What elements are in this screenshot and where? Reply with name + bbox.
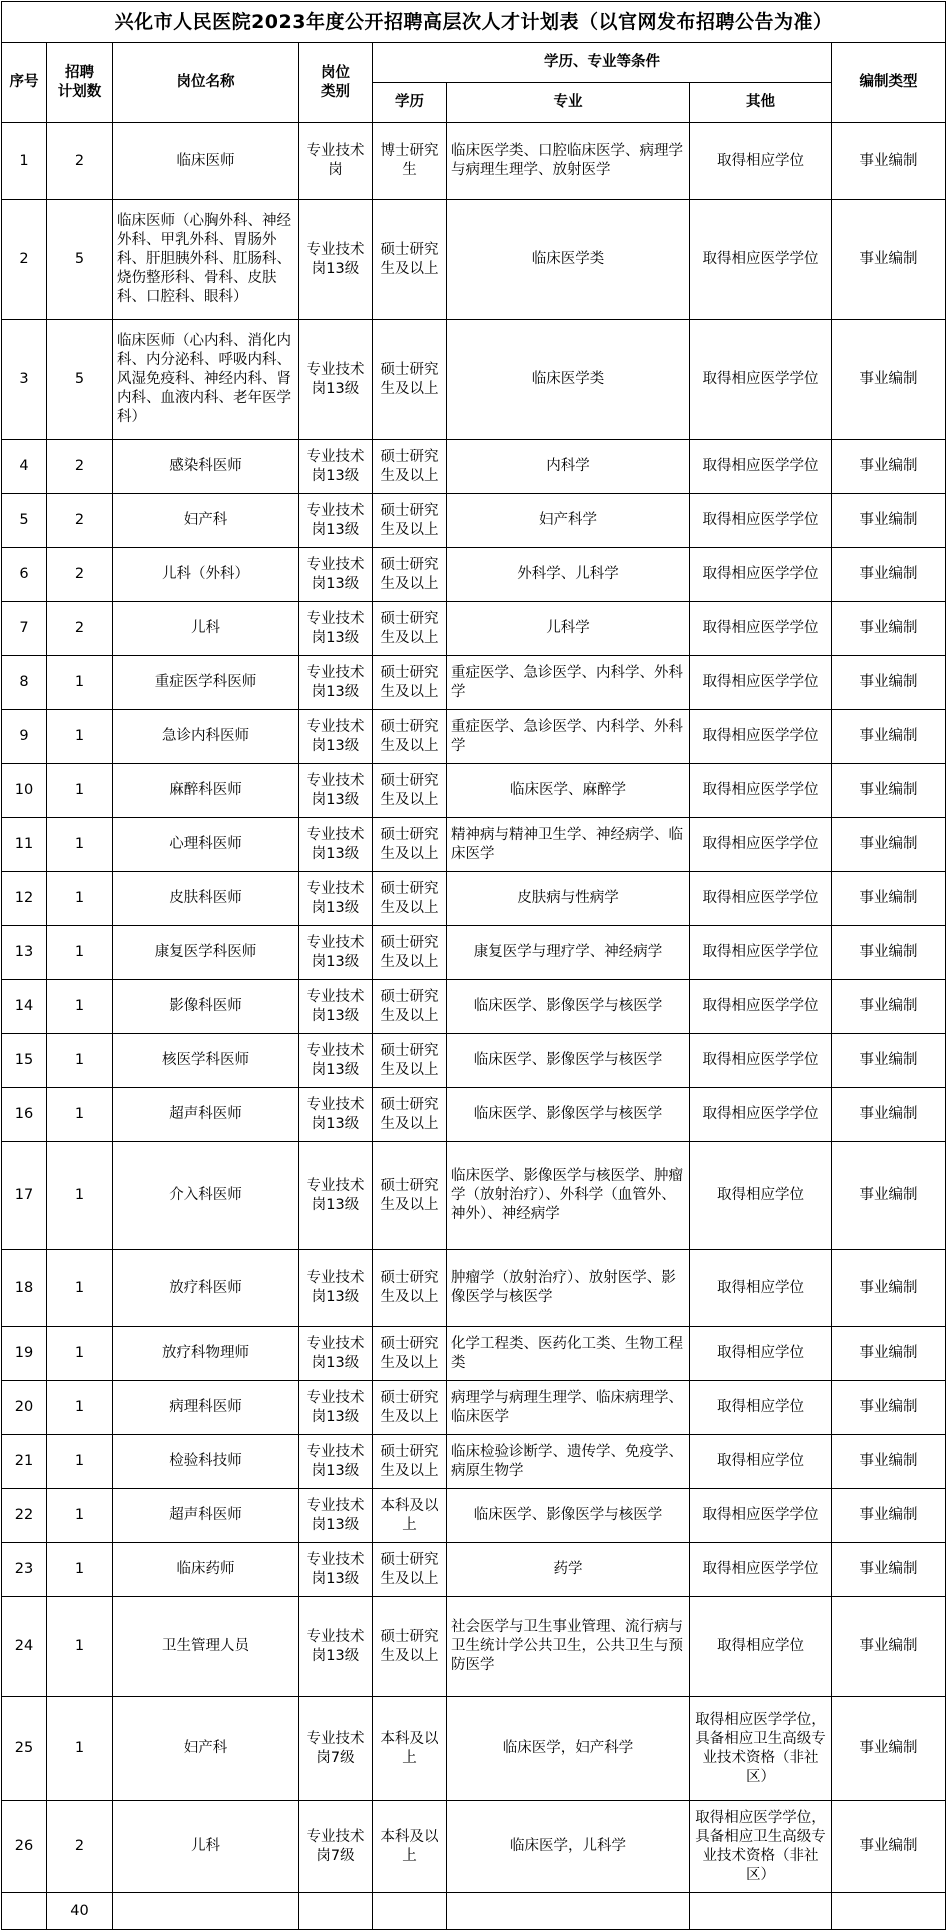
cell-position: 放疗科物理师: [113, 1327, 299, 1381]
table-row: [2, 548, 946, 602]
header-education: 学历: [373, 83, 447, 123]
cell-staffing: 事业编制: [832, 548, 946, 602]
cell-index: 23: [2, 1543, 47, 1597]
table-row: [2, 440, 946, 494]
cell-education: 硕士研究生及以上: [373, 818, 447, 872]
cell-category: 专业技术岗13级: [299, 1142, 373, 1250]
header-major: 专业: [447, 83, 690, 123]
table-row: [2, 1801, 946, 1893]
cell-category: 专业技术岗: [299, 123, 373, 200]
cell-plan: 1: [47, 1597, 113, 1697]
cell-index: 4: [2, 440, 47, 494]
cell-major: 临床医学类、口腔临床医学、病理学与病理生理学、放射医学: [447, 123, 690, 200]
cell-major: 肿瘤学（放射治疗）、放射医学、影像医学与核医学: [447, 1250, 690, 1327]
cell-education: 硕士研究生及以上: [373, 656, 447, 710]
table-row: [2, 1381, 946, 1435]
cell-other: 取得相应医学学位: [690, 656, 832, 710]
cell-education: 硕士研究生及以上: [373, 764, 447, 818]
cell-other: 取得相应医学学位: [690, 1489, 832, 1543]
cell-other: 取得相应医学学位: [690, 872, 832, 926]
cell-staffing: 事业编制: [832, 1697, 946, 1801]
total-row: [2, 1893, 946, 1930]
cell-other: 取得相应学位: [690, 1327, 832, 1381]
cell-other: 取得相应医学学位: [690, 1034, 832, 1088]
header-plan: 招聘 计划数: [47, 43, 113, 123]
cell-plan: 2: [47, 440, 113, 494]
cell-major: 临床医学、影像医学与核医学: [447, 1088, 690, 1142]
cell-category: 专业技术岗13级: [299, 1489, 373, 1543]
cell-major: 儿科学: [447, 602, 690, 656]
table-row: [2, 200, 946, 320]
cell-position: 心理科医师: [113, 818, 299, 872]
cell-index: 19: [2, 1327, 47, 1381]
cell-staffing: 事业编制: [832, 1142, 946, 1250]
header-index: 序号: [2, 43, 47, 123]
cell-major: 临床医学类: [447, 320, 690, 440]
cell-position: 临床医师（心内科、消化内科、内分泌科、呼吸内科、风湿免疫科、神经内科、肾内科、血液内科、老年医学科）: [113, 320, 299, 440]
cell-education: 硕士研究生及以上: [373, 200, 447, 320]
cell-index: 25: [2, 1697, 47, 1801]
cell-education: 硕士研究生及以上: [373, 1327, 447, 1381]
total-empty-cell: [447, 1893, 690, 1930]
cell-other: 取得相应医学学位: [690, 1088, 832, 1142]
cell-plan: 1: [47, 818, 113, 872]
table-row: [2, 1697, 946, 1801]
table-row: [2, 602, 946, 656]
cell-education: 博士研究生: [373, 123, 447, 200]
cell-plan: 5: [47, 200, 113, 320]
cell-position: 妇产科: [113, 494, 299, 548]
cell-category: 专业技术岗13级: [299, 656, 373, 710]
header-category: 岗位 类别: [299, 43, 373, 123]
cell-position: 临床医师（心胸外科、神经外科、甲乳外科、胃肠外科、肝胆胰外科、肛肠科、烧伤整形科、骨科、皮肤科、口腔科、眼科）: [113, 200, 299, 320]
cell-index: 9: [2, 710, 47, 764]
table-row: [2, 1327, 946, 1381]
cell-other: 取得相应医学学位: [690, 440, 832, 494]
recruitment-plan-table: [1, 1, 946, 1930]
cell-staffing: 事业编制: [832, 200, 946, 320]
cell-major: 临床医学、影像医学与核医学: [447, 980, 690, 1034]
cell-category: 专业技术岗13级: [299, 200, 373, 320]
cell-major: 临床医学类: [447, 200, 690, 320]
cell-plan: 1: [47, 1543, 113, 1597]
cell-other: 取得相应学位: [690, 1142, 832, 1250]
cell-index: 8: [2, 656, 47, 710]
cell-education: 硕士研究生及以上: [373, 1435, 447, 1489]
cell-category: 专业技术岗13级: [299, 818, 373, 872]
table-row: [2, 320, 946, 440]
table-row: [2, 1088, 946, 1142]
cell-category: 专业技术岗13级: [299, 1597, 373, 1697]
cell-index: 10: [2, 764, 47, 818]
cell-index: 14: [2, 980, 47, 1034]
cell-staffing: 事业编制: [832, 1327, 946, 1381]
cell-other: 取得相应学位: [690, 123, 832, 200]
cell-position: 临床医师: [113, 123, 299, 200]
cell-education: 本科及以上: [373, 1489, 447, 1543]
cell-category: 专业技术岗13级: [299, 320, 373, 440]
cell-index: 3: [2, 320, 47, 440]
cell-major: 临床医学、影像医学与核医学: [447, 1034, 690, 1088]
cell-education: 硕士研究生及以上: [373, 980, 447, 1034]
recruitment-plan-document: [1, 1, 945, 1930]
cell-major: 化学工程类、医药化工类、生物工程类: [447, 1327, 690, 1381]
cell-index: 2: [2, 200, 47, 320]
cell-position: 重症医学科医师: [113, 656, 299, 710]
cell-plan: 1: [47, 980, 113, 1034]
cell-position: 病理科医师: [113, 1381, 299, 1435]
cell-category: 专业技术岗13级: [299, 1327, 373, 1381]
cell-other: 取得相应医学学位: [690, 926, 832, 980]
header-staffing: 编制类型: [832, 43, 946, 123]
cell-other: 取得相应医学学位: [690, 494, 832, 548]
table-row: [2, 710, 946, 764]
total-empty-cell: [832, 1893, 946, 1930]
table-body: [2, 123, 946, 1930]
cell-position: 核医学科医师: [113, 1034, 299, 1088]
total-plan-cell: 40: [47, 1893, 113, 1930]
cell-other: 取得相应医学学位，具备相应卫生高级专业技术资格（非社区）: [690, 1697, 832, 1801]
cell-staffing: 事业编制: [832, 872, 946, 926]
cell-staffing: 事业编制: [832, 1435, 946, 1489]
cell-plan: 2: [47, 494, 113, 548]
cell-staffing: 事业编制: [832, 494, 946, 548]
cell-staffing: 事业编制: [832, 710, 946, 764]
cell-plan: 1: [47, 1489, 113, 1543]
cell-education: 本科及以上: [373, 1697, 447, 1801]
cell-major: 社会医学与卫生事业管理、流行病与卫生统计学公共卫生，公共卫生与预防医学: [447, 1597, 690, 1697]
cell-major: 重症医学、急诊医学、内科学、外科学: [447, 656, 690, 710]
cell-major: 临床医学、麻醉学: [447, 764, 690, 818]
cell-category: 专业技术岗13级: [299, 1250, 373, 1327]
cell-category: 专业技术岗13级: [299, 872, 373, 926]
cell-education: 硕士研究生及以上: [373, 1597, 447, 1697]
table-row: [2, 980, 946, 1034]
cell-education: 硕士研究生及以上: [373, 1034, 447, 1088]
cell-education: 硕士研究生及以上: [373, 872, 447, 926]
cell-plan: 1: [47, 710, 113, 764]
cell-plan: 1: [47, 1697, 113, 1801]
cell-position: 放疗科医师: [113, 1250, 299, 1327]
cell-staffing: 事业编制: [832, 1543, 946, 1597]
cell-other: 取得相应医学学位，具备相应卫生高级专业技术资格（非社区）: [690, 1801, 832, 1893]
cell-plan: 1: [47, 1034, 113, 1088]
cell-index: 7: [2, 602, 47, 656]
cell-index: 22: [2, 1489, 47, 1543]
cell-category: 专业技术岗13级: [299, 1435, 373, 1489]
cell-other: 取得相应学位: [690, 1597, 832, 1697]
cell-category: 专业技术岗13级: [299, 710, 373, 764]
cell-position: 急诊内科医师: [113, 710, 299, 764]
cell-other: 取得相应医学学位: [690, 200, 832, 320]
cell-staffing: 事业编制: [832, 1489, 946, 1543]
cell-position: 影像科医师: [113, 980, 299, 1034]
cell-staffing: 事业编制: [832, 656, 946, 710]
cell-index: 24: [2, 1597, 47, 1697]
cell-education: 本科及以上: [373, 1801, 447, 1893]
cell-plan: 1: [47, 1381, 113, 1435]
table-row: [2, 926, 946, 980]
cell-staffing: 事业编制: [832, 980, 946, 1034]
cell-education: 硕士研究生及以上: [373, 548, 447, 602]
cell-plan: 1: [47, 926, 113, 980]
cell-plan: 1: [47, 1088, 113, 1142]
cell-other: 取得相应医学学位: [690, 818, 832, 872]
cell-category: 专业技术岗13级: [299, 494, 373, 548]
total-empty-cell: [690, 1893, 832, 1930]
cell-education: 硕士研究生及以上: [373, 1543, 447, 1597]
cell-other: 取得相应学位: [690, 1381, 832, 1435]
cell-other: 取得相应医学学位: [690, 1543, 832, 1597]
total-empty-cell: [373, 1893, 447, 1930]
cell-category: 专业技术岗13级: [299, 980, 373, 1034]
cell-plan: 1: [47, 764, 113, 818]
cell-other: 取得相应医学学位: [690, 710, 832, 764]
cell-index: 17: [2, 1142, 47, 1250]
cell-plan: 1: [47, 872, 113, 926]
cell-index: 5: [2, 494, 47, 548]
cell-index: 20: [2, 1381, 47, 1435]
cell-other: 取得相应学位: [690, 1250, 832, 1327]
cell-index: 12: [2, 872, 47, 926]
cell-major: 药学: [447, 1543, 690, 1597]
cell-plan: 5: [47, 320, 113, 440]
table-row: [2, 872, 946, 926]
cell-position: 介入科医师: [113, 1142, 299, 1250]
cell-major: 妇产科学: [447, 494, 690, 548]
cell-staffing: 事业编制: [832, 1250, 946, 1327]
cell-staffing: 事业编制: [832, 1034, 946, 1088]
cell-education: 硕士研究生及以上: [373, 1250, 447, 1327]
cell-staffing: 事业编制: [832, 1088, 946, 1142]
table-row: [2, 1034, 946, 1088]
header-position: 岗位名称: [113, 43, 299, 123]
cell-education: 硕士研究生及以上: [373, 710, 447, 764]
cell-position: 检验科技师: [113, 1435, 299, 1489]
cell-position: 临床药师: [113, 1543, 299, 1597]
header-other: 其他: [690, 83, 832, 123]
cell-education: 硕士研究生及以上: [373, 1381, 447, 1435]
cell-major: 康复医学与理疗学、神经病学: [447, 926, 690, 980]
table-row: [2, 764, 946, 818]
cell-other: 取得相应医学学位: [690, 602, 832, 656]
cell-category: 专业技术岗13级: [299, 1381, 373, 1435]
cell-other: 取得相应医学学位: [690, 320, 832, 440]
cell-education: 硕士研究生及以上: [373, 1142, 447, 1250]
cell-education: 硕士研究生及以上: [373, 602, 447, 656]
cell-major: 临床医学，妇产科学: [447, 1697, 690, 1801]
cell-position: 卫生管理人员: [113, 1597, 299, 1697]
cell-other: 取得相应医学学位: [690, 764, 832, 818]
cell-staffing: 事业编制: [832, 1801, 946, 1893]
table-row: [2, 494, 946, 548]
cell-index: 13: [2, 926, 47, 980]
cell-major: 内科学: [447, 440, 690, 494]
cell-category: 专业技术岗13级: [299, 1034, 373, 1088]
cell-major: 临床医学、影像医学与核医学、肿瘤学（放射治疗）、外科学（血管外、神外）、神经病学: [447, 1142, 690, 1250]
cell-plan: 1: [47, 656, 113, 710]
cell-index: 26: [2, 1801, 47, 1893]
cell-major: 临床医学、影像医学与核医学: [447, 1489, 690, 1543]
cell-education: 硕士研究生及以上: [373, 494, 447, 548]
cell-plan: 1: [47, 1435, 113, 1489]
table-row: [2, 1435, 946, 1489]
cell-education: 硕士研究生及以上: [373, 440, 447, 494]
cell-other: 取得相应医学学位: [690, 980, 832, 1034]
cell-index: 16: [2, 1088, 47, 1142]
total-empty-cell: [299, 1893, 373, 1930]
total-index-cell: [2, 1893, 47, 1930]
cell-index: 1: [2, 123, 47, 200]
cell-position: 康复医学科医师: [113, 926, 299, 980]
cell-position: 妇产科: [113, 1697, 299, 1801]
cell-category: 专业技术岗7级: [299, 1801, 373, 1893]
cell-position: 儿科: [113, 1801, 299, 1893]
cell-position: 儿科（外科）: [113, 548, 299, 602]
cell-staffing: 事业编制: [832, 818, 946, 872]
cell-category: 专业技术岗7级: [299, 1697, 373, 1801]
table-row: [2, 1597, 946, 1697]
cell-index: 21: [2, 1435, 47, 1489]
table-title: 兴化市人民医院2023年度公开招聘高层次人才计划表（以官网发布招聘公告为准）: [2, 2, 946, 43]
cell-staffing: 事业编制: [832, 764, 946, 818]
cell-index: 15: [2, 1034, 47, 1088]
cell-plan: 2: [47, 602, 113, 656]
cell-category: 专业技术岗13级: [299, 764, 373, 818]
header-conditions: 学历、专业等条件: [373, 43, 832, 83]
cell-position: 超声科医师: [113, 1088, 299, 1142]
table-row: [2, 1543, 946, 1597]
cell-category: 专业技术岗13级: [299, 926, 373, 980]
cell-plan: 2: [47, 123, 113, 200]
cell-category: 专业技术岗13级: [299, 548, 373, 602]
cell-plan: 2: [47, 1801, 113, 1893]
cell-other: 取得相应医学学位: [690, 548, 832, 602]
cell-position: 感染科医师: [113, 440, 299, 494]
cell-major: 临床检验诊断学、遗传学、免疫学、病原生物学: [447, 1435, 690, 1489]
cell-education: 硕士研究生及以上: [373, 1088, 447, 1142]
cell-plan: 1: [47, 1250, 113, 1327]
cell-staffing: 事业编制: [832, 320, 946, 440]
cell-position: 超声科医师: [113, 1489, 299, 1543]
cell-plan: 1: [47, 1327, 113, 1381]
cell-category: 专业技术岗13级: [299, 1088, 373, 1142]
table-row: [2, 1250, 946, 1327]
cell-staffing: 事业编制: [832, 440, 946, 494]
cell-staffing: 事业编制: [832, 926, 946, 980]
cell-other: 取得相应学位: [690, 1435, 832, 1489]
cell-category: 专业技术岗13级: [299, 602, 373, 656]
cell-category: 专业技术岗13级: [299, 440, 373, 494]
total-empty-cell: [113, 1893, 299, 1930]
cell-major: 皮肤病与性病学: [447, 872, 690, 926]
table-row: [2, 123, 946, 200]
cell-index: 18: [2, 1250, 47, 1327]
table-row: [2, 1142, 946, 1250]
cell-plan: 2: [47, 548, 113, 602]
cell-staffing: 事业编制: [832, 1381, 946, 1435]
cell-major: 精神病与精神卫生学、神经病学、临床医学: [447, 818, 690, 872]
cell-staffing: 事业编制: [832, 602, 946, 656]
cell-position: 麻醉科医师: [113, 764, 299, 818]
cell-index: 11: [2, 818, 47, 872]
table-row: [2, 818, 946, 872]
cell-staffing: 事业编制: [832, 1597, 946, 1697]
cell-major: 临床医学，儿科学: [447, 1801, 690, 1893]
table-row: [2, 656, 946, 710]
cell-position: 皮肤科医师: [113, 872, 299, 926]
cell-major: 重症医学、急诊医学、内科学、外科学: [447, 710, 690, 764]
cell-major: 外科学、儿科学: [447, 548, 690, 602]
cell-education: 硕士研究生及以上: [373, 320, 447, 440]
cell-category: 专业技术岗13级: [299, 1543, 373, 1597]
table-row: [2, 1489, 946, 1543]
cell-position: 儿科: [113, 602, 299, 656]
cell-plan: 1: [47, 1142, 113, 1250]
cell-index: 6: [2, 548, 47, 602]
cell-staffing: 事业编制: [832, 123, 946, 200]
cell-education: 硕士研究生及以上: [373, 926, 447, 980]
cell-major: 病理学与病理生理学、临床病理学、临床医学: [447, 1381, 690, 1435]
